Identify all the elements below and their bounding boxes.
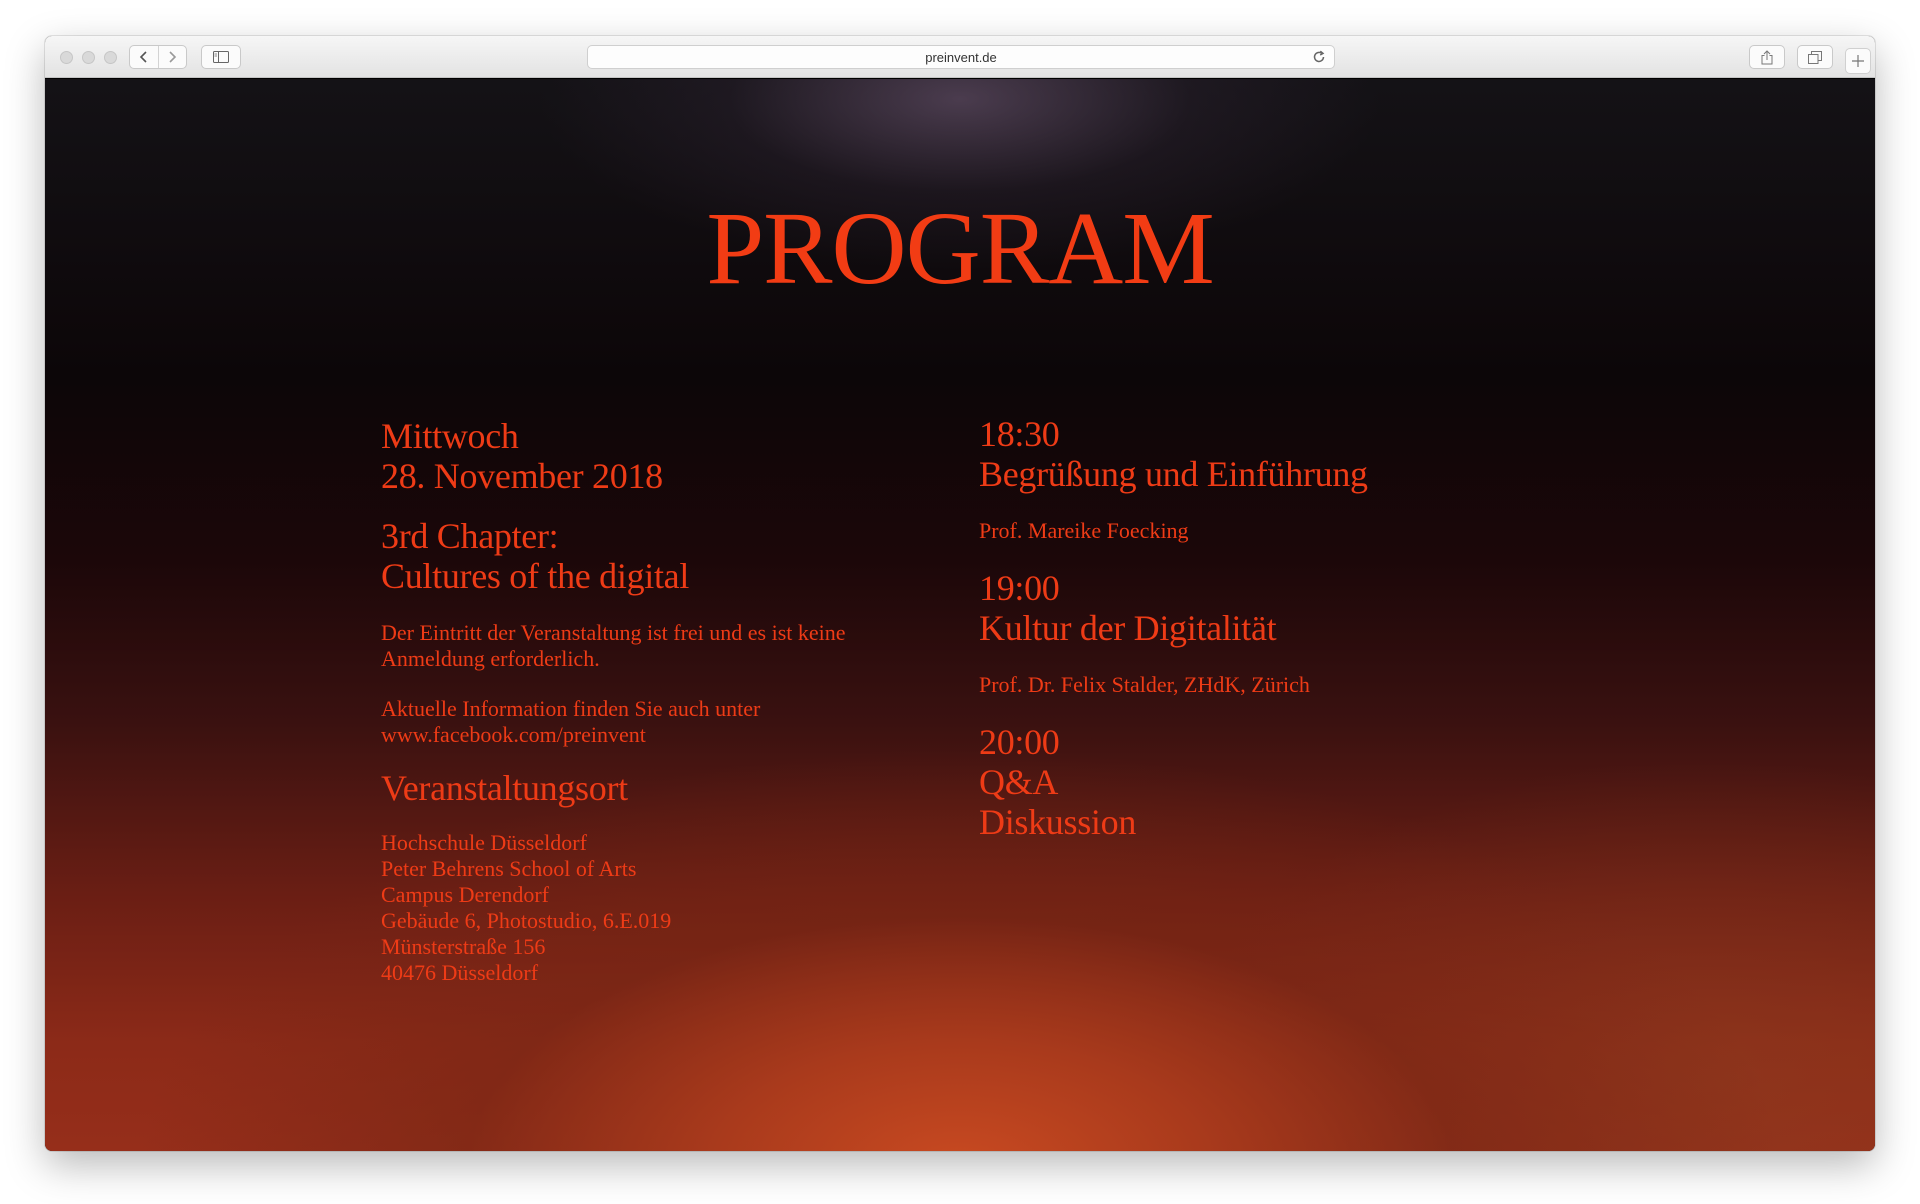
browser-toolbar <box>45 36 1875 78</box>
back-button[interactable] <box>130 46 158 68</box>
share-button[interactable] <box>1749 45 1785 69</box>
schedule-title: Begrüßung und Einführung <box>979 454 1368 494</box>
navigation-buttons <box>129 45 187 69</box>
chapter-name: Cultures of the digital <box>381 556 690 596</box>
schedule-item <box>979 722 1599 842</box>
venue-heading: Veranstaltungsort <box>381 768 628 808</box>
web-page <box>45 79 1875 1151</box>
chapter-number: 3rd Chapter: <box>381 516 559 556</box>
schedule-item <box>979 414 1599 494</box>
show-tabs-button[interactable] <box>1797 45 1833 69</box>
close-window-button[interactable] <box>60 51 73 64</box>
event-date <box>381 416 941 496</box>
share-icon <box>1761 50 1773 65</box>
venue-address <box>381 830 941 986</box>
schedule-time: 20:00 <box>979 722 1060 762</box>
chevron-left-icon <box>138 51 150 63</box>
entry-info <box>381 620 941 672</box>
venue-line: Campus Derendorf <box>381 882 550 907</box>
entry-info-line: Der Eintritt der Veranstaltung ist frei und es ist keine <box>381 620 846 645</box>
venue-line: 40476 Düsseldorf <box>381 960 539 985</box>
schedule-time: 18:30 <box>979 414 1060 454</box>
venue-line: Hochschule Düsseldorf <box>381 830 587 855</box>
venue-line: Gebäude 6, Photostudio, 6.E.019 <box>381 908 672 933</box>
facebook-info-line: Aktuelle Information finden Sie auch unter <box>381 696 761 721</box>
schedule-speaker: Prof. Mareike Foecking <box>979 518 1189 543</box>
facebook-info <box>381 696 941 748</box>
new-tab-button[interactable] <box>1845 48 1871 74</box>
browser-window <box>45 36 1875 1151</box>
zoom-window-button[interactable] <box>104 51 117 64</box>
chapter-title <box>381 516 941 596</box>
page-title: PROGRAM <box>706 191 1214 306</box>
schedule-column <box>979 414 1599 842</box>
event-weekday: Mittwoch <box>381 416 519 456</box>
schedule-item <box>979 568 1599 648</box>
event-info-column <box>381 416 941 986</box>
reload-icon[interactable] <box>1312 50 1326 64</box>
sidebar-icon <box>213 51 229 63</box>
schedule-speaker: Prof. Dr. Felix Stalder, ZHdK, Zürich <box>979 672 1310 697</box>
address-bar[interactable] <box>587 45 1335 69</box>
schedule-time: 19:00 <box>979 568 1060 608</box>
minimize-window-button[interactable] <box>82 51 95 64</box>
entry-info-line: Anmeldung erforderlich. <box>381 646 600 671</box>
chevron-right-icon <box>166 51 178 63</box>
tabs-icon <box>1808 51 1822 64</box>
venue-line: Peter Behrens School of Arts <box>381 856 637 881</box>
schedule-title: Q&A <box>979 762 1059 802</box>
facebook-link[interactable]: www.facebook.com/preinvent <box>381 722 646 747</box>
sidebar-toggle-button[interactable] <box>201 45 241 69</box>
url-text: preinvent.de <box>925 49 997 65</box>
forward-button[interactable] <box>158 46 187 68</box>
schedule-title: Kultur der Digitalität <box>979 608 1277 648</box>
event-date-text: 28. November 2018 <box>381 456 663 496</box>
plus-icon <box>1852 55 1864 67</box>
schedule-title: Diskussion <box>979 802 1137 842</box>
venue-line: Münsterstraße 156 <box>381 934 546 959</box>
